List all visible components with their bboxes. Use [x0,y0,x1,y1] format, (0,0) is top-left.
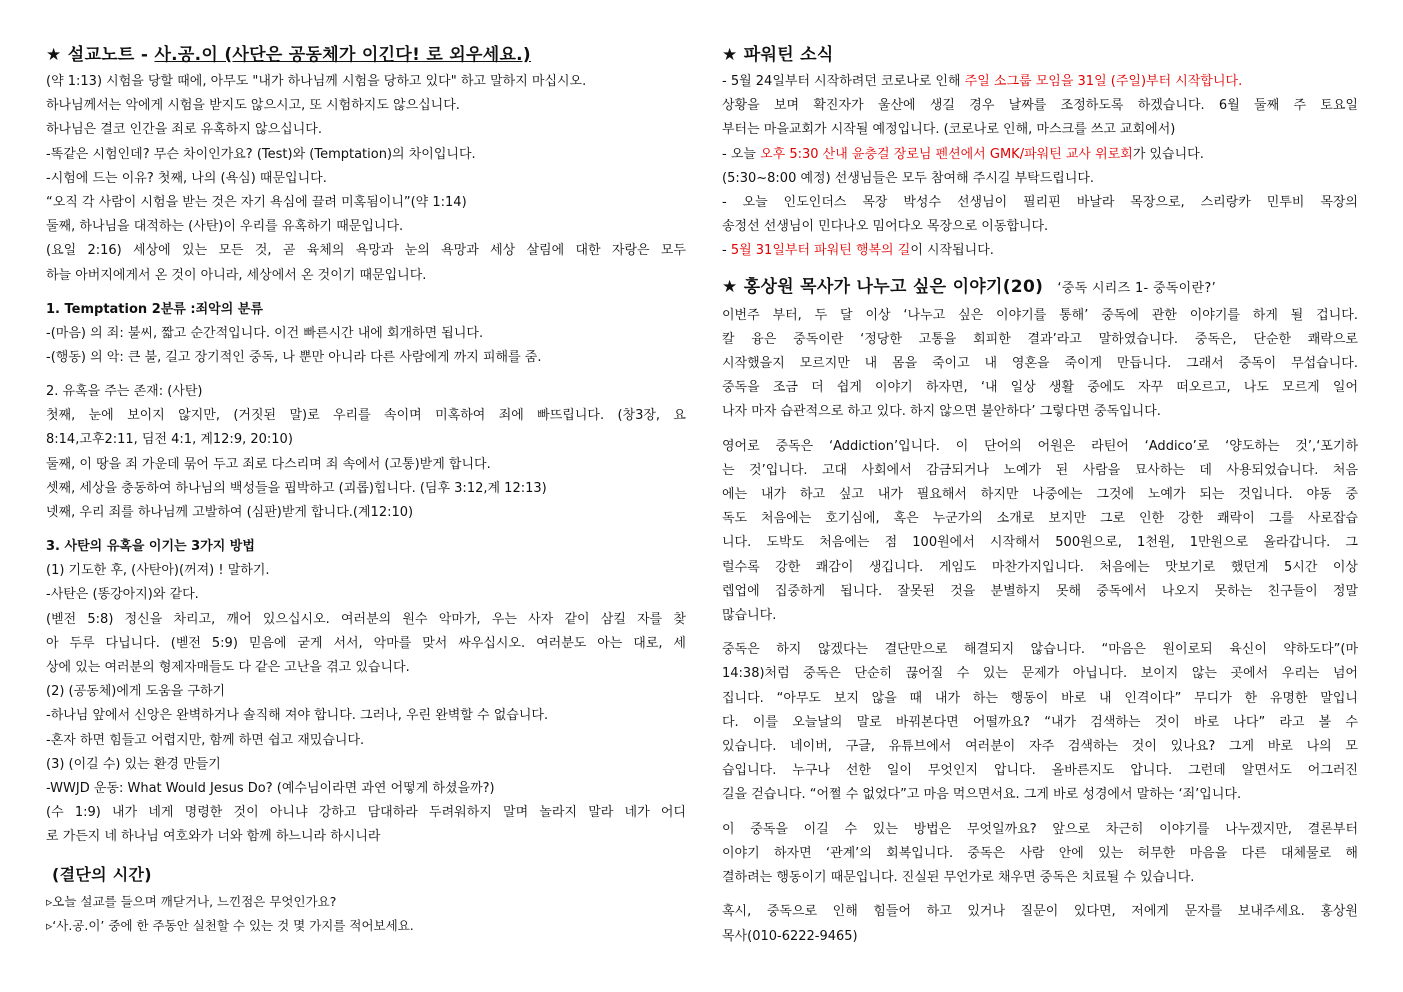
intro-line: (요일 2:16) 세상에 있는 모든 것, 곧 육체의 욕망과 눈의 욕망과 세상 살림에 대한 자랑은 모두 [46,243,686,259]
right-column [722,40,1358,949]
section-2-line: 셋째, 세상을 충동하여 하나님의 백성들을 핍박하고 (괴롭)힙니다. (딤후 3:12,계 12:13) [46,480,547,496]
intro-line: 둘째, 하나님을 대적하는 (사탄)이 우리를 유혹하기 때문입니다. [46,219,404,235]
section-3-line: (벧전 5:8) 정신을 차리고, 깨어 있으십시오. 여러분의 원수 악마가, 우는 사자 같이 삼킬 자를 찾 [46,611,686,627]
paragraph-line: 칼 융은 중독이란 ‘정당한 고통을 회피한 결과’라고 말하였습니다. 중독은, 단순한 쾌락으로 [722,331,1358,347]
intro-line: 하나님께서는 악에게 시험을 받지도 않으시고, 또 시험하지도 않으십니다. [46,98,460,114]
news-line: 상황을 보며 확진자가 울산에 생길 경우 날짜를 조정하도록 하겠습니다. 6월 둘째 주 토요일 [722,98,1358,114]
intro-line: -똑같은 시험인데? 무슨 차이인가요? (Test)와 (Temptation)의 차이입니다. [46,146,476,162]
news-title: ★ 파워틴 소식 [722,45,834,65]
intro-line: 하늘 아버지에게서 온 것이 아니라, 세상에서 온 것이기 때문입니다. [46,267,427,283]
section-2-line: 첫째, 눈에 보이지 않지만, (거짓된 말)로 우리를 속이며 미혹하여 죄에 빠뜨립니다. (창3장, 요 [46,408,686,424]
paragraph-line: 결하려는 행동이기 때문입니다. 진실된 무언가로 채우면 중독은 치료될 수 있습니다. [722,870,1195,886]
paragraph-line: 니다. 도박도 처음에는 점 100원에서 시작해서 500원으로, 1천원, 1만원으로 올라갑니다. 그 [722,535,1358,551]
sermon-note-title [46,40,686,70]
paragraph-line: 럴수록 강한 쾌감이 생깁니다. 게임도 마찬가지입니다. 처음에는 맛보기로 했던게 5시간 이상 [722,559,1358,575]
news-highlight: 오후 5:30 산내 윤충걸 장로님 펜션에서 GMK/파워틴 교사 위로회 [760,146,1133,162]
story-title-text: ★ 홍상원 목사가 나누고 싶은 이야기(20) [722,276,1044,297]
decision-prompt: ▹오늘 설교를 들으며 깨닫거나, 느낀점은 무엇인가요? [46,893,337,909]
paragraph-line: 이번주 부터, 두 달 이상 ‘나누고 싶은 이야기를 통해’ 중독에 관한 이야기를 하게 될 겁니다. [722,307,1358,323]
section-2-line: 둘째, 이 땅을 죄 가운데 묶어 두고 죄로 다스리며 죄 속에서 (고통)받게 합니다. [46,456,491,472]
paragraph-line: 혹시, 중독으로 인해 힘들어 하고 있거나 질문이 있다면, 저에게 문자를 보내주세요. 홍상원 [722,904,1358,920]
paragraph-line: 집니다. “아무도 보지 않을 때 내가 하는 행동이 바로 내 인격이다” 무디가 한 유명한 말입니 [722,690,1358,706]
paragraph-line: 중독은 하지 않겠다는 결단만으로 해결되지 않습니다. “마음은 원이로되 육신이 약하도다”(마 [722,642,1358,658]
news-text: 가 있습니다. [1132,146,1204,162]
paragraph-line: 많습니다. [722,608,777,624]
paragraph-line: 이 중독을 이길 수 있는 방법은 무엇일까요? 앞으로 차근히 이야기를 나누겠지만, 결론부터 [722,821,1358,837]
story-paragraph-1 [722,304,1358,425]
news-line: - 오늘 인도인더스 목장 박성수 선생님이 필리핀 바날라 목장으로, 스리랑카 민투비 목장의 [722,195,1358,211]
paragraph-line: 습입니다. 누구나 선한 일이 무엇인지 압니다. 올바른지도 압니다. 그런데 알면서도 어그러진 [722,763,1358,779]
news-line: 송정선 선생님이 민다나오 밈어다오 목장으로 이동합니다. [722,219,1049,235]
intro-line: 하나님은 결코 인간을 죄로 유혹하지 않으십니다. [46,122,322,138]
news-line: 부터는 마을교회가 시작될 예정입니다. (코로나로 인해, 마스크를 쓰고 교회에서) [722,122,1176,138]
news-text: - 오늘 [722,146,761,162]
section-1-line: -(마음) 의 죄: 불씨, 짧고 순간적입니다. 이건 빠른시간 내에 회개하면 됩니다. [46,325,484,341]
paragraph-line: 중독을 조금 더 쉽게 이야기 하자면, ‘내 일상 생활 중에도 자꾸 떠오르고, 나도 모르게 일어 [722,380,1358,396]
story-paragraph-4 [722,818,1358,891]
paragraph-line: 에는 내가 하고 싶고 내가 필요해서 하지만 나중에는 그것에 노예가 되는 것입니다. 야동 중 [722,487,1358,503]
sermon-intro [46,70,686,288]
section-3-line: -혼자 하면 힘들고 어렵지만, 함께 하면 쉽고 재밌습니다. [46,732,365,748]
section-3-line: (3) (이길 수) 있는 환경 만들기 [46,756,221,772]
section-3-line: -WWJD 운동: What Would Jesus Do? (예수님이라면 과연 어떻게 하셨을까?) [46,781,495,797]
section-3-line: 아 두루 다닙니다. (벧전 5:9) 믿음에 굳게 서서, 악마를 맞서 싸우십시오. 여러분도 아는 대로, 세 [46,635,686,651]
news-highlight: 5월 31일부터 파워틴 행복의 길 [730,243,911,259]
news-highlight: 주일 소그룹 모임을 31일 (주일)부터 시작합니다. [964,74,1243,89]
section-3-title: 3. 사탄의 유혹을 이기는 3가지 방법 [46,539,255,555]
section-3-line: -하나님 앞에서 신앙은 완벽하거나 솔직해 져야 합니다. 그러나, 우린 완벽할 수 없습니다. [46,708,549,724]
news-line: (5:30~8:00 예정) 선생님들은 모두 참여해 주시길 부탁드립니다. [722,170,1095,186]
news-line [722,239,1358,263]
decision-prompt: ▹‘사.공.이’ 중에 한 주동안 실천할 수 있는 것 몇 가지를 적어보세요. [46,917,414,933]
sermon-note-title-prefix: ★ 설교노트 - [46,45,155,65]
paragraph-line: 이야기 하자면 ‘관계’의 회복입니다. 중독은 사람 안에 있는 허무한 마음을 다른 대체물로 해 [722,845,1358,861]
paragraph-line: 는 것’입니다. 고대 사회에서 감금되거나 노예가 된 사람을 묘사하는 데 사용되었습니다. 처음 [722,462,1358,478]
paragraph-line: 시작했을지 모르지만 내 몸을 죽이고 내 영혼을 죽이게 만듭니다. 그래서 중독이 무섭습니다. [722,356,1358,372]
decision-title: (결단의 시간) [52,864,152,884]
news-text: - 5월 24일부터 시작하려던 코로나로 인해 [722,74,965,89]
paragraph-line: 다. 이를 오늘날의 말로 바꿔본다면 어떨까요? “내가 검색하는 것이 바로 나다” 라고 볼 수 [722,714,1358,730]
story-paragraph-2 [722,435,1358,629]
story-title [722,272,1358,304]
left-column [46,40,686,938]
section-3-line: (1) 기도한 후, (사탄아)(꺼져) ! 말하기. [46,563,270,579]
intro-line: (약 1:13) 시험을 당할 때에, 아무도 "내가 하나님께 시험을 당하고 있다" 하고 말하지 마십시오. [46,74,587,89]
intro-line: “오직 각 사람이 시험을 받는 것은 자기 욕심에 끌려 미혹됨이니”(약 1:14) [46,195,467,211]
paragraph-line: 렙업에 집중하게 됩니다. 잘못된 것을 분별하지 못해 중독에서 나오지 못하는 친구들이 정말 [722,583,1358,599]
section-3-line: (2) (공동체)에게 도움을 구하기 [46,684,226,700]
intro-line: -시험에 드는 이유? 첫째, 나의 (욕심) 때문입니다. [46,170,327,186]
contact-line: 목사(010-6222-9465) [722,928,858,944]
paragraph-line: 14:38)처럼 중독은 단순히 끊어질 수 있는 문제가 아닙니다. 보이지 않는 곳에서 우리는 넘어 [722,666,1358,682]
paragraph-line: 길을 걷습니다. “어쩔 수 없었다”고 마음 먹으면서요. 그게 바로 성경에서 말하는 ‘죄’입니다. [722,787,1242,803]
section-1-line: -(행동) 의 악: 큰 불, 길고 장기적인 중독, 나 뿐만 아니라 다른 사람에게 까지 피해를 줌. [46,350,542,366]
paragraph-line: 영어로 중독은 ‘Addiction’입니다. 이 단어의 어원은 라틴어 ‘Addico’로 ‘양도하는 것’,‘포기하 [722,438,1358,454]
story-paragraph-3 [722,638,1358,807]
story-paragraph-5 [722,900,1358,948]
section-3-line: -사탄은 (똥강아지)와 같다. [46,587,199,603]
news-line [722,143,1358,167]
news-body [722,70,1358,264]
news-line [722,70,1358,94]
section-1-title: 1. Temptation 2분류 :죄악의 분류 [46,301,263,317]
section-3-line: 로 가든지 네 하나님 여호와가 너와 함께 하느니라 하시니라 [46,829,381,845]
paragraph-line: 독도 처음에는 호기심에, 혹은 누군가의 소개로 보지만 그로 인한 강한 쾌락이 그를 사로잡습 [722,511,1358,527]
paragraph-line: 있습니다. 네이버, 구글, 유튜브에서 여러분이 자주 검색하는 것이 있나요? 그게 바로 나의 모 [722,739,1358,755]
news-text: 이 시작됩니다. [910,243,994,259]
sermon-note-title-underlined: 사.공.이 (사단은 공동체가 이긴다! 로 외우세요.) [154,45,532,65]
news-text: - [722,243,731,259]
story-subtitle: ‘중독 시리즈 1- 중독이란?’ [1057,280,1217,296]
section-2-line: 8:14,고후2:11, 딤전 4:1, 계12:9, 20:10) [46,432,293,448]
section-3-line: 상에 있는 여러분의 형제자매들도 다 같은 고난을 겪고 있습니다. [46,660,410,676]
section-2-line: 넷째, 우리 죄를 하나님께 고발하여 (심판)받게 합니다.(계12:10) [46,505,414,521]
paragraph-line: 나자 마자 습관적으로 하고 있다. 하지 않으면 불안하다’ 그렇다면 중독입니다. [722,404,1161,420]
section-3-line: (수 1:9) 내가 네게 명령한 것이 아니냐 강하고 담대하라 두려워하지 말며 놀라지 말라 네가 어디 [46,805,686,821]
section-2-title: 2. 유혹을 주는 존재: (사탄) [46,384,203,400]
